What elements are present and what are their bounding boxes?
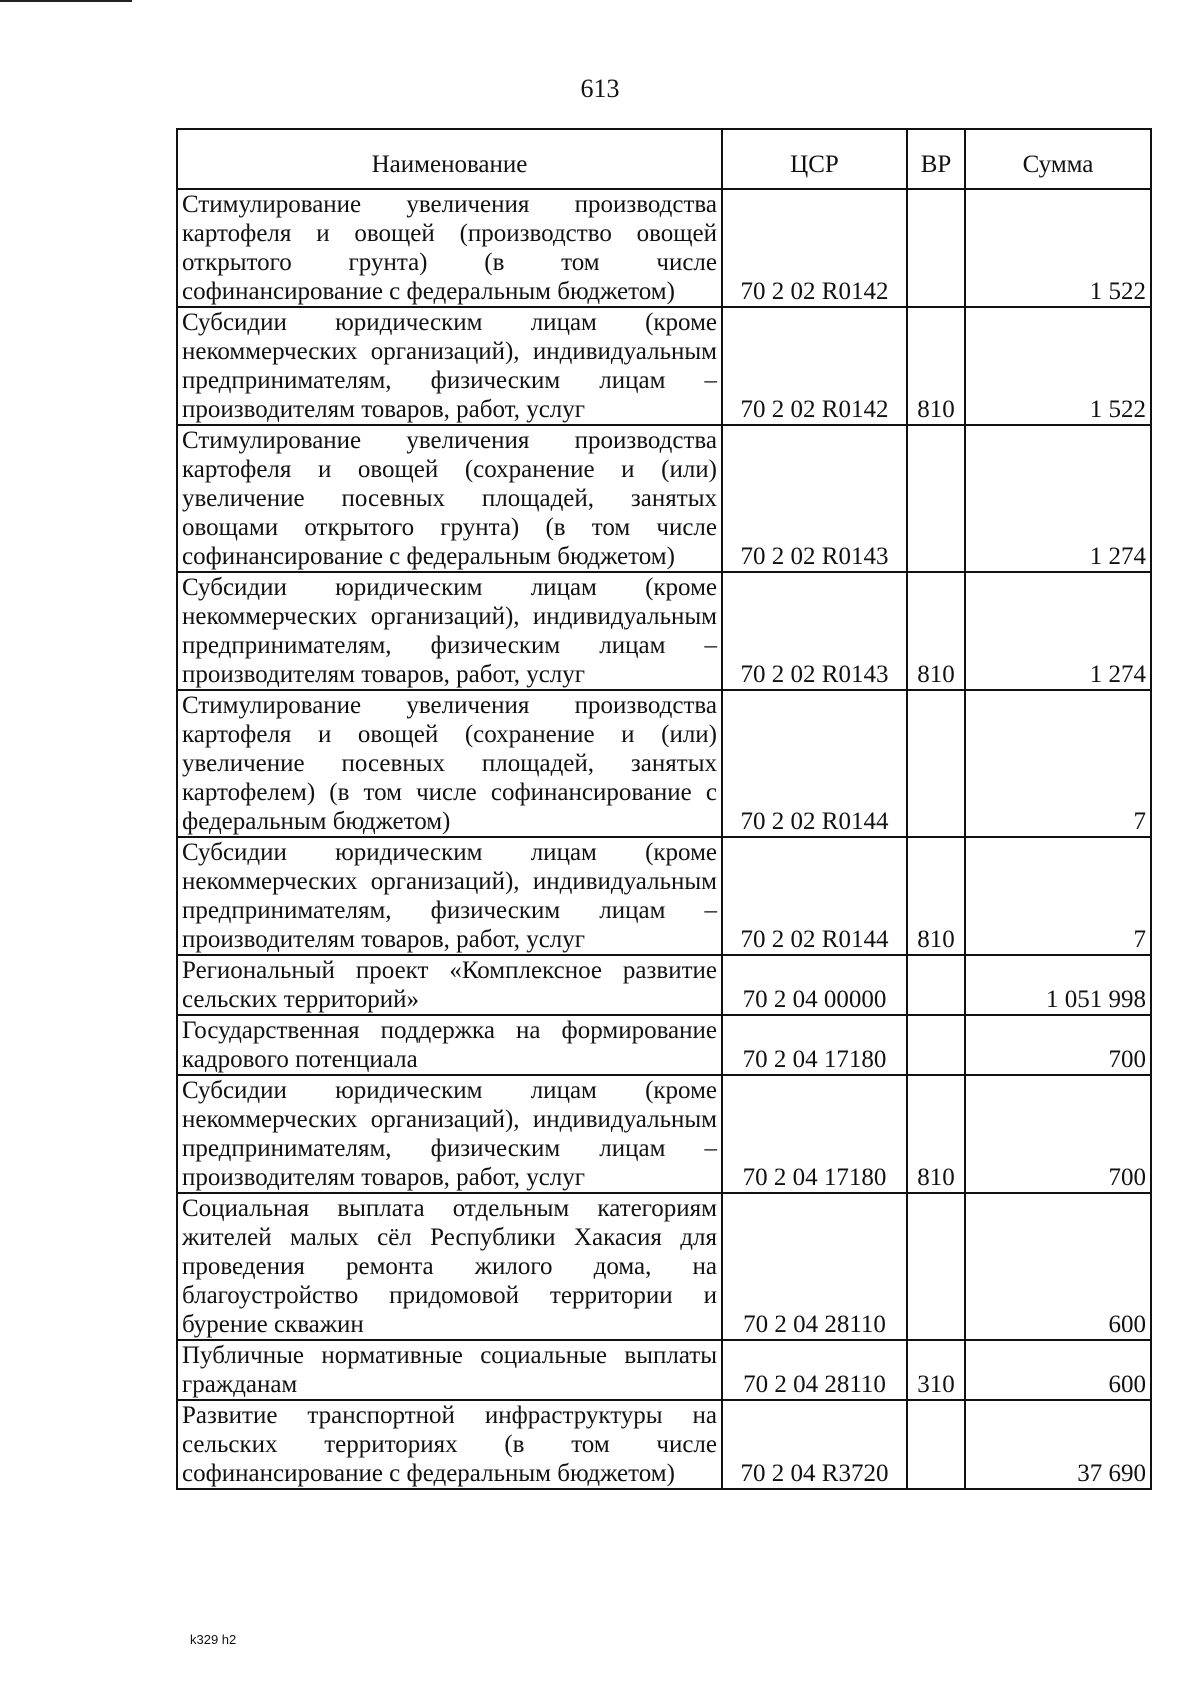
row-sum: 1 051 998 xyxy=(965,955,1151,1015)
row-csr: 70 2 04 17180 xyxy=(722,1015,907,1075)
footer-document-code: k329 h2 xyxy=(190,1632,237,1647)
row-name: Субсидии юридическим лицам (кроме некоммерческих организаций), индивидуальным предпринимателям, физическим лицам – производителям товаров, работ, услуг xyxy=(177,572,722,690)
row-sum: 1 274 xyxy=(965,425,1151,572)
table-row xyxy=(177,1193,1151,1340)
table-row xyxy=(177,1075,1151,1193)
row-csr: 70 2 02 R0143 xyxy=(722,572,907,690)
header-csr: ЦСР xyxy=(722,129,907,189)
row-csr: 70 2 04 00000 xyxy=(722,955,907,1015)
header-sum: Сумма xyxy=(965,129,1151,189)
row-vr xyxy=(907,425,965,572)
budget-table xyxy=(176,128,1152,1490)
row-csr: 70 2 04 R3720 xyxy=(722,1400,907,1489)
row-sum: 1 274 xyxy=(965,572,1151,690)
row-vr xyxy=(907,690,965,837)
row-csr: 70 2 02 R0144 xyxy=(722,690,907,837)
row-name: Социальная выплата отдельным категориям жителей малых сёл Республики Хакасия для проведения ремонта жилого дома, на благоустройство придомовой территории и бурение скважин xyxy=(177,1193,722,1340)
row-vr: 310 xyxy=(907,1340,965,1400)
row-sum: 37 690 xyxy=(965,1400,1151,1489)
row-vr xyxy=(907,189,965,307)
row-name: Субсидии юридическим лицам (кроме некоммерческих организаций), индивидуальным предпринимателям, физическим лицам – производителям товаров, работ, услуг xyxy=(177,837,722,955)
scan-edge-mark xyxy=(0,0,132,2)
row-name: Стимулирование увеличения производства картофеля и овощей (сохранение и (или) увеличение посевных площадей, занятых овощами открытого грунта) (в том числе софинансирование с федеральным бюджетом) xyxy=(177,425,722,572)
row-name: Государственная поддержка на формирование кадрового потенциала xyxy=(177,1015,722,1075)
row-sum: 1 522 xyxy=(965,189,1151,307)
row-name: Публичные нормативные социальные выплаты гражданам xyxy=(177,1340,722,1400)
table-row xyxy=(177,1400,1151,1489)
row-vr: 810 xyxy=(907,837,965,955)
row-csr: 70 2 02 R0144 xyxy=(722,837,907,955)
row-csr: 70 2 02 R0143 xyxy=(722,425,907,572)
row-vr xyxy=(907,955,965,1015)
row-csr: 70 2 04 28110 xyxy=(722,1340,907,1400)
row-csr: 70 2 04 17180 xyxy=(722,1075,907,1193)
header-name: Наименование xyxy=(177,129,722,189)
table-row xyxy=(177,425,1151,572)
row-sum: 700 xyxy=(965,1015,1151,1075)
row-vr: 810 xyxy=(907,1075,965,1193)
table-header-row xyxy=(177,129,1151,189)
row-sum: 7 xyxy=(965,690,1151,837)
table-row xyxy=(177,572,1151,690)
row-sum: 600 xyxy=(965,1340,1151,1400)
row-sum: 1 522 xyxy=(965,307,1151,425)
table-row xyxy=(177,1340,1151,1400)
row-vr: 810 xyxy=(907,572,965,690)
row-csr: 70 2 04 28110 xyxy=(722,1193,907,1340)
row-vr xyxy=(907,1193,965,1340)
row-vr xyxy=(907,1400,965,1489)
table-row xyxy=(177,837,1151,955)
row-name: Субсидии юридическим лицам (кроме некоммерческих организаций), индивидуальным предпринимателям, физическим лицам – производителям товаров, работ, услуг xyxy=(177,307,722,425)
header-vr: ВР xyxy=(907,129,965,189)
table-row xyxy=(177,690,1151,837)
row-name: Региональный проект «Комплексное развитие сельских территорий» xyxy=(177,955,722,1015)
table-row xyxy=(177,955,1151,1015)
row-vr: 810 xyxy=(907,307,965,425)
row-name: Субсидии юридическим лицам (кроме некоммерческих организаций), индивидуальным предпринимателям, физическим лицам – производителям товаров, работ, услуг xyxy=(177,1075,722,1193)
row-vr xyxy=(907,1015,965,1075)
page-number: 613 xyxy=(580,74,620,103)
row-name: Стимулирование увеличения производства картофеля и овощей (производство овощей открытого грунта) (в том числе софинансирование с федеральным бюджетом) xyxy=(177,189,722,307)
row-name: Развитие транспортной инфраструктуры на сельских территориях (в том числе софинансирование с федеральным бюджетом) xyxy=(177,1400,722,1489)
row-sum: 700 xyxy=(965,1075,1151,1193)
row-sum: 7 xyxy=(965,837,1151,955)
row-csr: 70 2 02 R0142 xyxy=(722,307,907,425)
table-row xyxy=(177,1015,1151,1075)
table-row xyxy=(177,189,1151,307)
table-row xyxy=(177,307,1151,425)
row-csr: 70 2 02 R0142 xyxy=(722,189,907,307)
row-sum: 600 xyxy=(965,1193,1151,1340)
row-name: Стимулирование увеличения производства картофеля и овощей (сохранение и (или) увеличение посевных площадей, занятых картофелем) (в том числе софинансирование с федеральным бюджетом) xyxy=(177,690,722,837)
